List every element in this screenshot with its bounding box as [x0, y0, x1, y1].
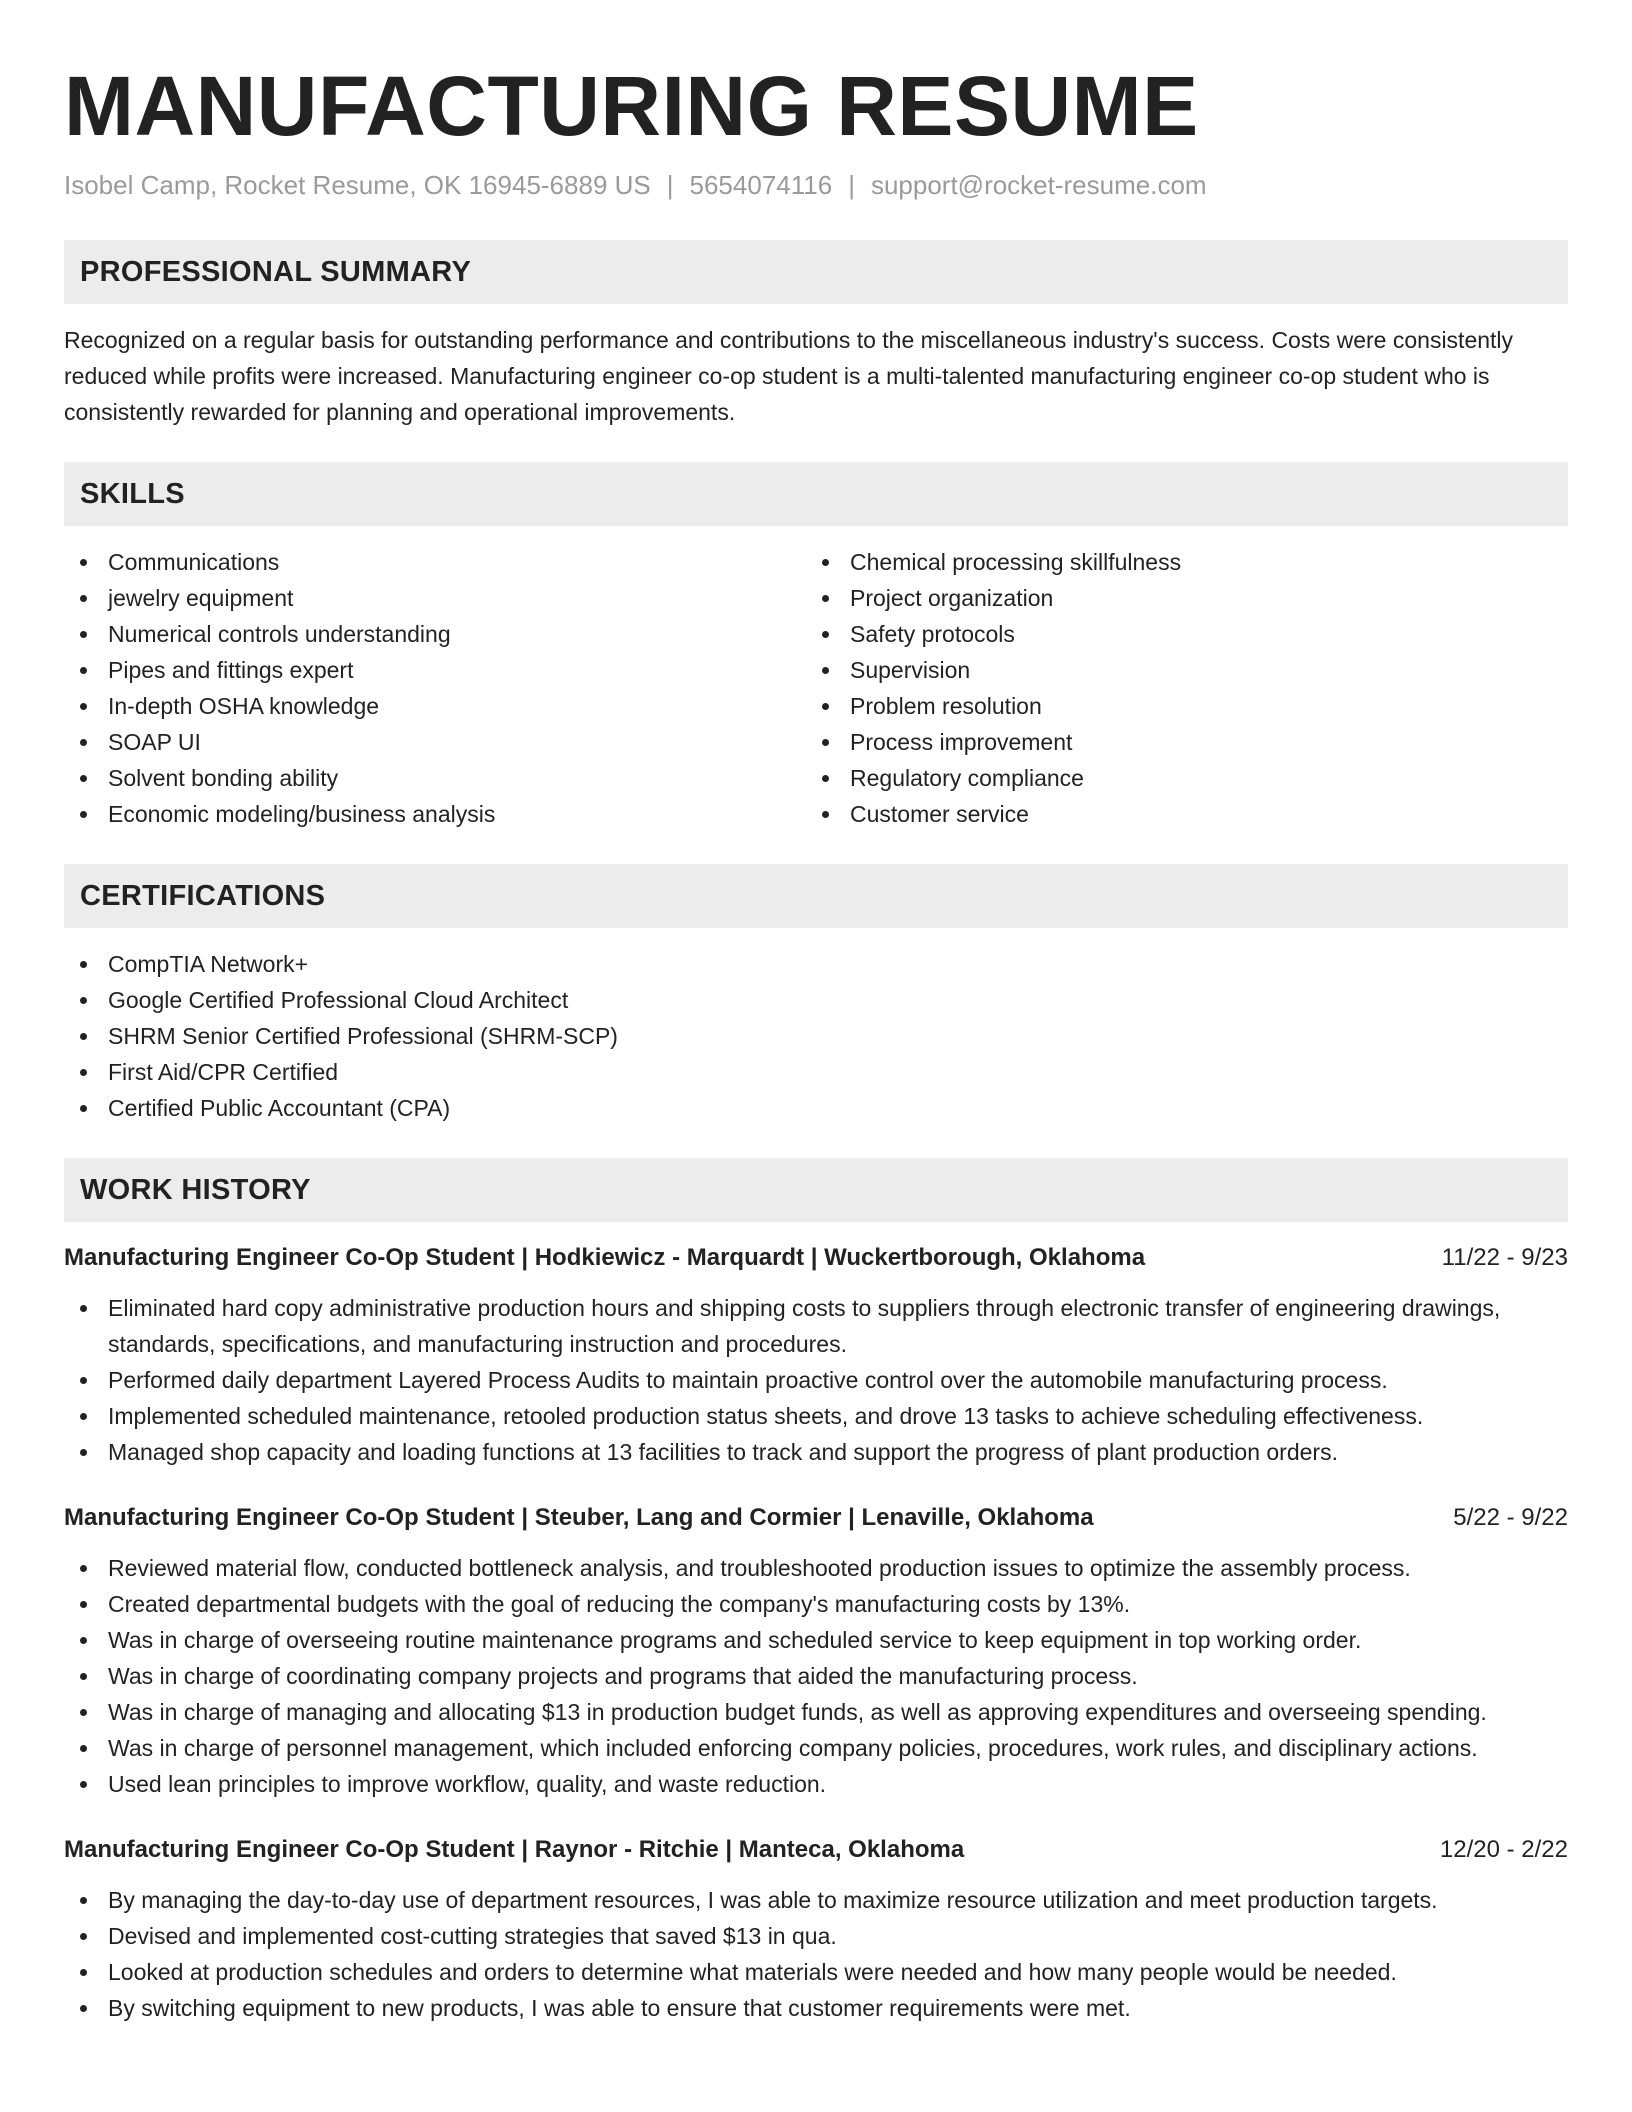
- skills-heading: SKILLS: [64, 462, 1568, 526]
- skill-item: SOAP UI: [64, 724, 806, 760]
- work-history-heading: WORK HISTORY: [64, 1158, 1568, 1222]
- skill-item: Chemical processing skillfulness: [806, 544, 1548, 580]
- job-bullets: [64, 1550, 1568, 1802]
- skills-grid: [64, 544, 1568, 832]
- contact-line: [64, 168, 1568, 202]
- skill-item: Customer service: [806, 796, 1548, 832]
- job-dates: 5/22 - 9/22: [1453, 1504, 1568, 1531]
- skill-item: Communications: [64, 544, 806, 580]
- summary-text: Recognized on a regular basis for outstanding performance and contributions to the miscellaneous industry's success. Costs were consistently reduced while profits were increased. Manufacturing engineer co-op student is a multi-talented manufacturing engineer co-op student who is consistently rewarded for planning and operational improvements.: [64, 327, 1514, 425]
- resume-title: MANUFACTURING RESUME: [64, 59, 1199, 153]
- job-bullet: Eliminated hard copy administrative production hours and shipping costs to suppliers through electronic transfer of engineering drawings, standards, specifications, and manufacturing instruction and procedures.: [64, 1290, 1568, 1362]
- job-bullet: Created departmental budgets with the goal of reducing the company's manufacturing costs by 13%.: [64, 1586, 1568, 1622]
- job-bullets: [64, 1290, 1568, 1470]
- skill-item: jewelry equipment: [64, 580, 806, 616]
- job-header: [64, 1832, 1568, 1868]
- certifications-list: [64, 946, 1568, 1126]
- certification-item: CompTIA Network+: [64, 946, 1568, 982]
- skills-right-column: [806, 544, 1548, 832]
- skill-item: In-depth OSHA knowledge: [64, 688, 806, 724]
- skill-item: Numerical controls understanding: [64, 616, 806, 652]
- job-bullet: Was in charge of managing and allocating $13 in production budget funds, as well as approving expenditures and overseeing spending.: [64, 1694, 1568, 1730]
- skill-item: Solvent bonding ability: [64, 760, 806, 796]
- job-dates: 12/20 - 2/22: [1439, 1836, 1568, 1863]
- skill-item: Supervision: [806, 652, 1548, 688]
- job-title: Manufacturing Engineer Co-Op Student | Hodkiewicz - Marquardt | Wuckertborough, Oklahoma: [64, 1244, 1146, 1271]
- job-title: Manufacturing Engineer Co-Op Student | Raynor - Ritchie | Manteca, Oklahoma: [64, 1836, 965, 1863]
- skill-item: Project organization: [806, 580, 1548, 616]
- skill-item: Economic modeling/business analysis: [64, 796, 806, 832]
- contact-address: Isobel Camp, Rocket Resume, OK 16945-6889 US: [64, 170, 651, 200]
- job-bullet: Was in charge of personnel management, which included enforcing company policies, procedures, work rules, and disciplinary actions.: [64, 1730, 1568, 1766]
- job-bullet: Was in charge of overseeing routine maintenance programs and scheduled service to keep equipment in top working order.: [64, 1622, 1568, 1658]
- skill-item: Problem resolution: [806, 688, 1548, 724]
- job-bullet: By switching equipment to new products, I was able to ensure that customer requirements were met.: [64, 1990, 1568, 2026]
- job-bullet: Managed shop capacity and loading functions at 13 facilities to track and support the progress of plant production orders.: [64, 1434, 1568, 1470]
- job-header: [64, 1240, 1568, 1276]
- certification-item: First Aid/CPR Certified: [64, 1054, 1568, 1090]
- job-entry: [64, 1500, 1568, 1802]
- job-bullet: Looked at production schedules and orders to determine what materials were needed and how many people would be needed.: [64, 1954, 1568, 1990]
- contact-email[interactable]: support@rocket-resume.com: [870, 170, 1207, 200]
- job-bullet: By managing the day-to-day use of department resources, I was able to maximize resource utilization and meet production targets.: [64, 1882, 1568, 1918]
- skills-left-column: [64, 544, 806, 832]
- job-header: [64, 1500, 1568, 1536]
- certification-item: SHRM Senior Certified Professional (SHRM-SCP): [64, 1018, 1568, 1054]
- job-bullets: [64, 1882, 1568, 2026]
- skill-item: Regulatory compliance: [806, 760, 1548, 796]
- contact-separator: |: [848, 170, 855, 200]
- skill-item: Pipes and fittings expert: [64, 652, 806, 688]
- certification-item: Google Certified Professional Cloud Architect: [64, 982, 1568, 1018]
- summary-heading: PROFESSIONAL SUMMARY: [64, 240, 1568, 304]
- job-bullet: Used lean principles to improve workflow, quality, and waste reduction.: [64, 1766, 1568, 1802]
- job-bullet: Devised and implemented cost-cutting strategies that saved $13 in qua.: [64, 1918, 1568, 1954]
- job-dates: 11/22 - 9/23: [1441, 1244, 1568, 1271]
- job-bullet: Reviewed material flow, conducted bottleneck analysis, and troubleshooted production issues to optimize the assembly process.: [64, 1550, 1568, 1586]
- job-entry: [64, 1832, 1568, 2026]
- skill-item: Process improvement: [806, 724, 1548, 760]
- job-bullet: Implemented scheduled maintenance, retooled production status sheets, and drove 13 tasks to achieve scheduling effectiveness.: [64, 1398, 1568, 1434]
- job-title: Manufacturing Engineer Co-Op Student | Steuber, Lang and Cormier | Lenaville, Oklahoma: [64, 1504, 1094, 1531]
- job-bullet: Performed daily department Layered Process Audits to maintain proactive control over the automobile manufacturing process.: [64, 1362, 1568, 1398]
- certifications-heading: CERTIFICATIONS: [64, 864, 1568, 928]
- job-entry: [64, 1240, 1568, 1470]
- resume-page: [64, 56, 1568, 2026]
- contact-phone: 5654074116: [689, 170, 833, 200]
- job-bullet: Was in charge of coordinating company projects and programs that aided the manufacturing process.: [64, 1658, 1568, 1694]
- contact-separator: |: [666, 170, 674, 200]
- certification-item: Certified Public Accountant (CPA): [64, 1090, 1568, 1126]
- skill-item: Safety protocols: [806, 616, 1548, 652]
